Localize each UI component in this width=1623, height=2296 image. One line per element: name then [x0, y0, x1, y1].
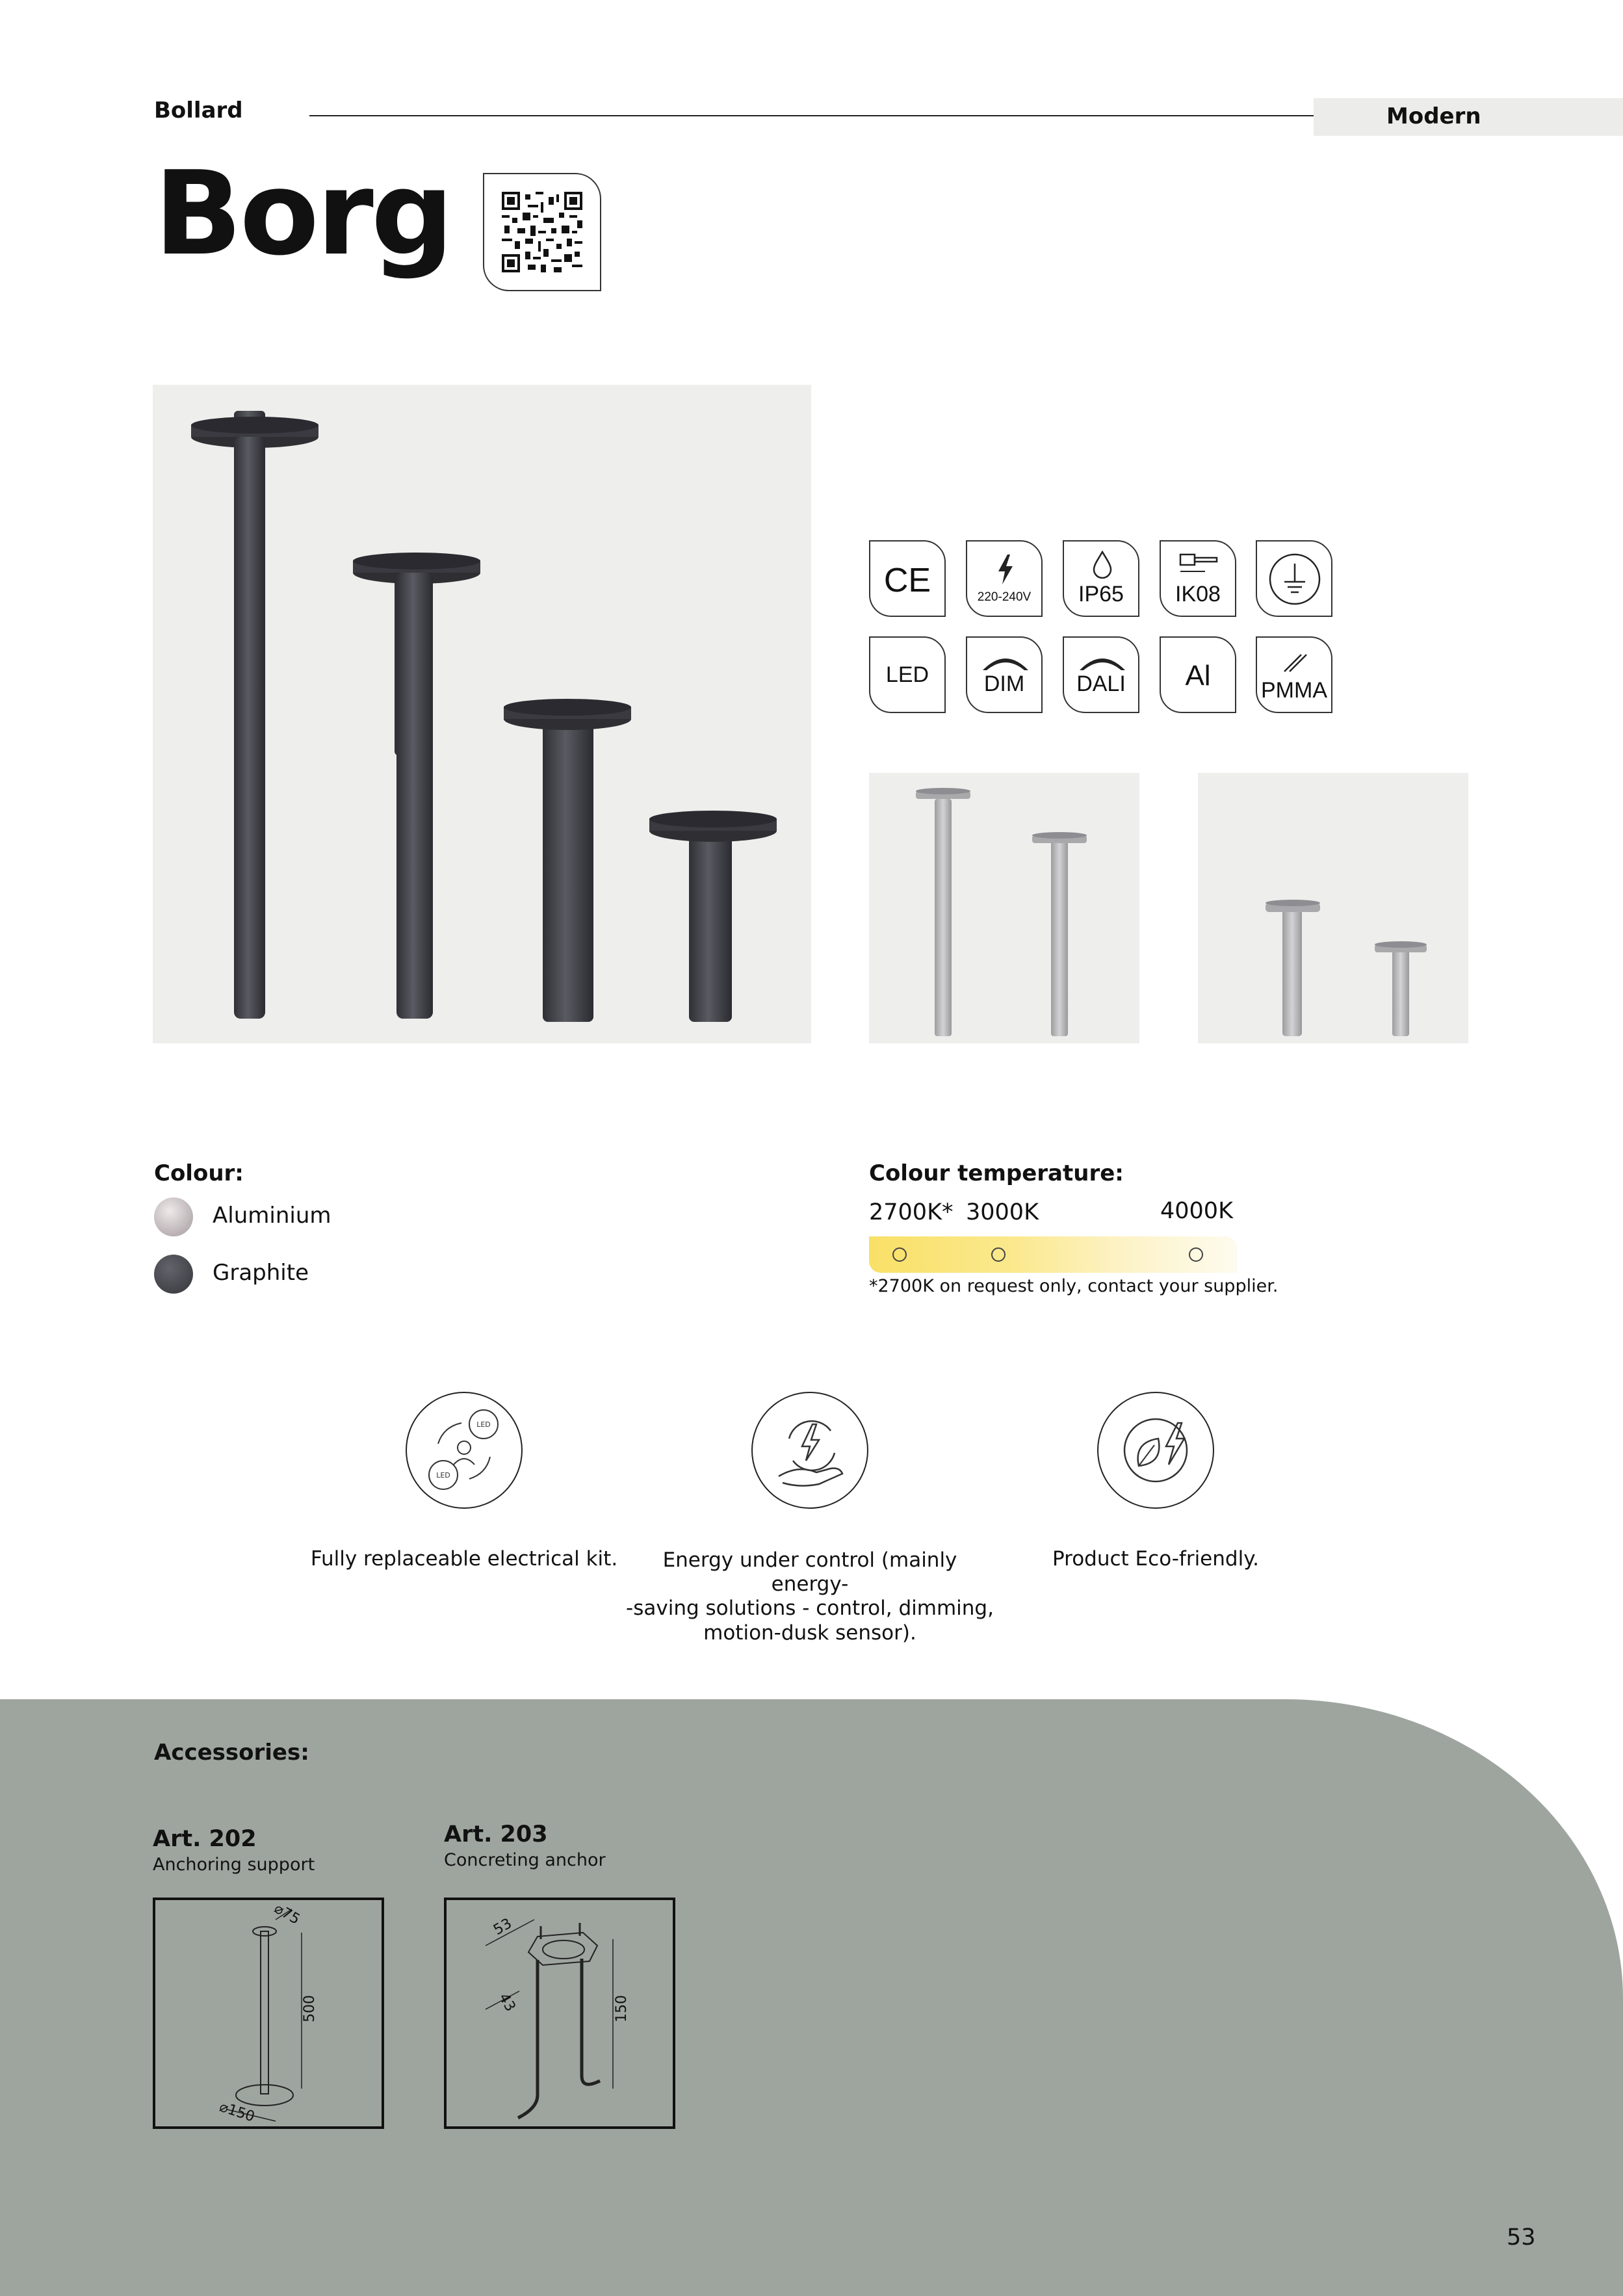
feature-eco-line-1: Product Eco-friendly. — [1052, 1547, 1259, 1571]
pmma-badge — [1256, 636, 1332, 713]
art-203-code: Art. 203 — [444, 1821, 548, 1847]
pmma-icon — [1282, 652, 1309, 674]
art-202-dim-base: ⌀150 — [217, 2098, 257, 2126]
feature-replaceable-text — [308, 1547, 620, 1571]
art-202-drawing — [153, 1898, 384, 2129]
page-number: 53 — [1507, 2224, 1536, 2250]
ce-mark-icon: CE — [883, 562, 931, 599]
qr-code-icon — [502, 192, 582, 272]
led-badge — [869, 636, 946, 713]
feature-eco-text — [987, 1547, 1325, 1571]
dali-icon — [1078, 652, 1126, 672]
pmma-label: PMMA — [1261, 678, 1327, 703]
bollard-aluminium-photo — [1198, 773, 1468, 1043]
aluminium-icon: Al — [1185, 660, 1211, 692]
temp-2700k-label: 2700K* — [869, 1199, 954, 1225]
feature-energy-line-3: motion-dusk sensor). — [703, 1621, 916, 1645]
svg-text:LED: LED — [436, 1471, 450, 1480]
art-203-dim-height: 150 — [614, 1995, 630, 2022]
dim-badge — [966, 636, 1043, 713]
temp-3000k-radio[interactable] — [991, 1247, 1006, 1262]
ground-icon — [1267, 552, 1322, 607]
art-203-drawing — [444, 1898, 675, 2129]
ip-badge — [1063, 540, 1139, 617]
category-label: Bollard — [154, 98, 243, 124]
bollard-graphite-photo — [153, 385, 811, 1043]
hammer-icon — [1179, 552, 1219, 578]
ik-label: IK08 — [1175, 582, 1221, 607]
led-icon: LED — [885, 662, 929, 687]
voltage-badge — [966, 540, 1043, 617]
dali-badge — [1063, 636, 1139, 713]
dim-icon — [981, 652, 1030, 672]
temp-2700k-radio[interactable] — [892, 1247, 907, 1262]
replaceable-kit-icon — [406, 1392, 523, 1509]
temp-4000k-radio[interactable] — [1189, 1247, 1203, 1262]
ce-badge — [869, 540, 946, 617]
swatch-aluminium-label: Aluminium — [213, 1203, 331, 1229]
bollard-aluminium-photo — [869, 773, 1139, 1043]
drop-icon — [1091, 551, 1113, 579]
energy-control-icon — [751, 1392, 868, 1509]
svg-text:LED: LED — [476, 1420, 491, 1429]
style-tab-label: Modern — [1386, 103, 1481, 129]
art-202-description: Anchoring support — [153, 1855, 315, 1875]
eco-friendly-icon — [1097, 1392, 1214, 1509]
swatch-graphite[interactable] — [154, 1255, 193, 1294]
colour-heading: Colour: — [154, 1160, 244, 1186]
aluminium-badge — [1160, 636, 1236, 713]
art-202-dim-height: 500 — [302, 1995, 318, 2022]
swatch-aluminium[interactable] — [154, 1197, 193, 1236]
accessories-heading: Accessories: — [154, 1740, 309, 1766]
dali-label: DALI — [1076, 672, 1126, 696]
lightning-icon — [996, 554, 1015, 584]
art-203-dim-side: 43 — [495, 1990, 519, 2015]
product-title: Borg — [154, 146, 452, 281]
ip-label: IP65 — [1078, 582, 1124, 607]
ik-badge — [1160, 540, 1236, 617]
swatch-graphite-label: Graphite — [213, 1260, 309, 1286]
art-202-code: Art. 202 — [153, 1826, 257, 1852]
feature-replaceable-line-1: Fully replaceable electrical kit. — [310, 1547, 618, 1571]
art-203-dim-top: 53 — [491, 1915, 515, 1939]
colour-temperature-heading: Colour temperature: — [869, 1160, 1124, 1186]
temperature-footnote: *2700K on request only, contact your supplier. — [869, 1276, 1279, 1296]
colour-temperature-bar — [869, 1236, 1237, 1273]
temp-4000k-label: 4000K — [1160, 1198, 1234, 1224]
style-tab — [1314, 98, 1623, 136]
ground-badge — [1256, 540, 1332, 617]
header-divider — [309, 115, 1314, 116]
art-202-dim-top: ⌀75 — [271, 1900, 303, 1928]
voltage-label: 220-240V — [977, 590, 1032, 604]
feature-energy-line-1: Energy under control (mainly energy- — [662, 1548, 957, 1597]
qr-code[interactable] — [483, 173, 601, 291]
art-203-description: Concreting anchor — [444, 1850, 606, 1870]
feature-energy-text — [621, 1548, 998, 1645]
dim-label: DIM — [983, 672, 1025, 696]
temp-3000k-label: 3000K — [966, 1199, 1039, 1225]
feature-energy-line-2: -saving solutions - control, dimming, — [626, 1597, 994, 1621]
